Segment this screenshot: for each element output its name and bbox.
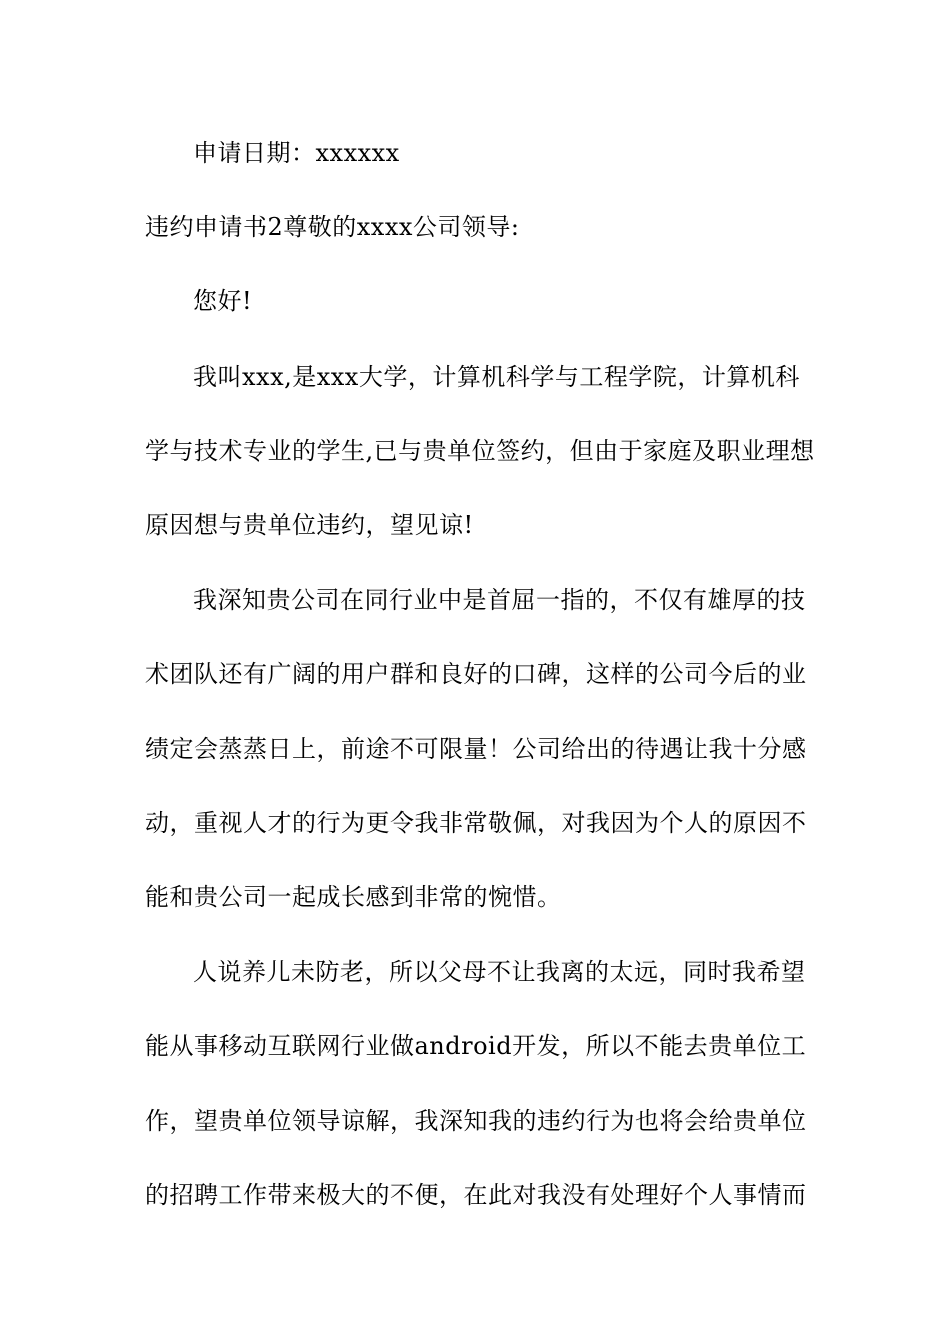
application-date-line: 申请日期：xxxxxx	[193, 139, 400, 167]
paragraph-2-line-1: 我深知贵公司在同行业中是首屈一指的，不仅有雄厚的技	[193, 586, 806, 614]
paragraph-3-line-2: 能从事移动互联网行业做android开发，所以不能去贵单位工	[145, 1032, 807, 1060]
paragraph-1-line-2: 学与技术专业的学生,已与贵单位签约，但由于家庭及职业理想	[145, 437, 815, 465]
paragraph-2-line-2: 术团队还有广阔的用户群和良好的口碑，这样的公司今后的业	[145, 660, 807, 688]
paragraph-2-line-3: 绩定会蒸蒸日上，前途不可限量！公司给出的待遇让我十分感	[145, 735, 807, 763]
paragraph-2-line-4: 动，重视人才的行为更令我非常敬佩，对我因为个人的原因不	[145, 809, 807, 837]
paragraph-3-line-1: 人说养儿未防老，所以父母不让我离的太远，同时我希望	[193, 958, 806, 986]
paragraph-3-line-3: 作，望贵单位领导谅解，我深知我的违约行为也将会给贵单位	[145, 1107, 807, 1135]
salutation-line: 违约申请书2尊敬的xxxx公司领导:	[145, 213, 520, 241]
paragraph-1-line-1: 我叫xxx,是xxx大学，计算机科学与工程学院，计算机科	[193, 363, 800, 391]
paragraph-2-line-5: 能和贵公司一起成长感到非常的惋惜。	[145, 883, 562, 911]
greeting-line: 您好!	[193, 287, 253, 315]
paragraph-3-line-4: 的招聘工作带来极大的不便，在此对我没有处理好个人事情而	[145, 1181, 807, 1209]
paragraph-1-line-3: 原因想与贵单位违约，望见谅!	[145, 511, 474, 539]
